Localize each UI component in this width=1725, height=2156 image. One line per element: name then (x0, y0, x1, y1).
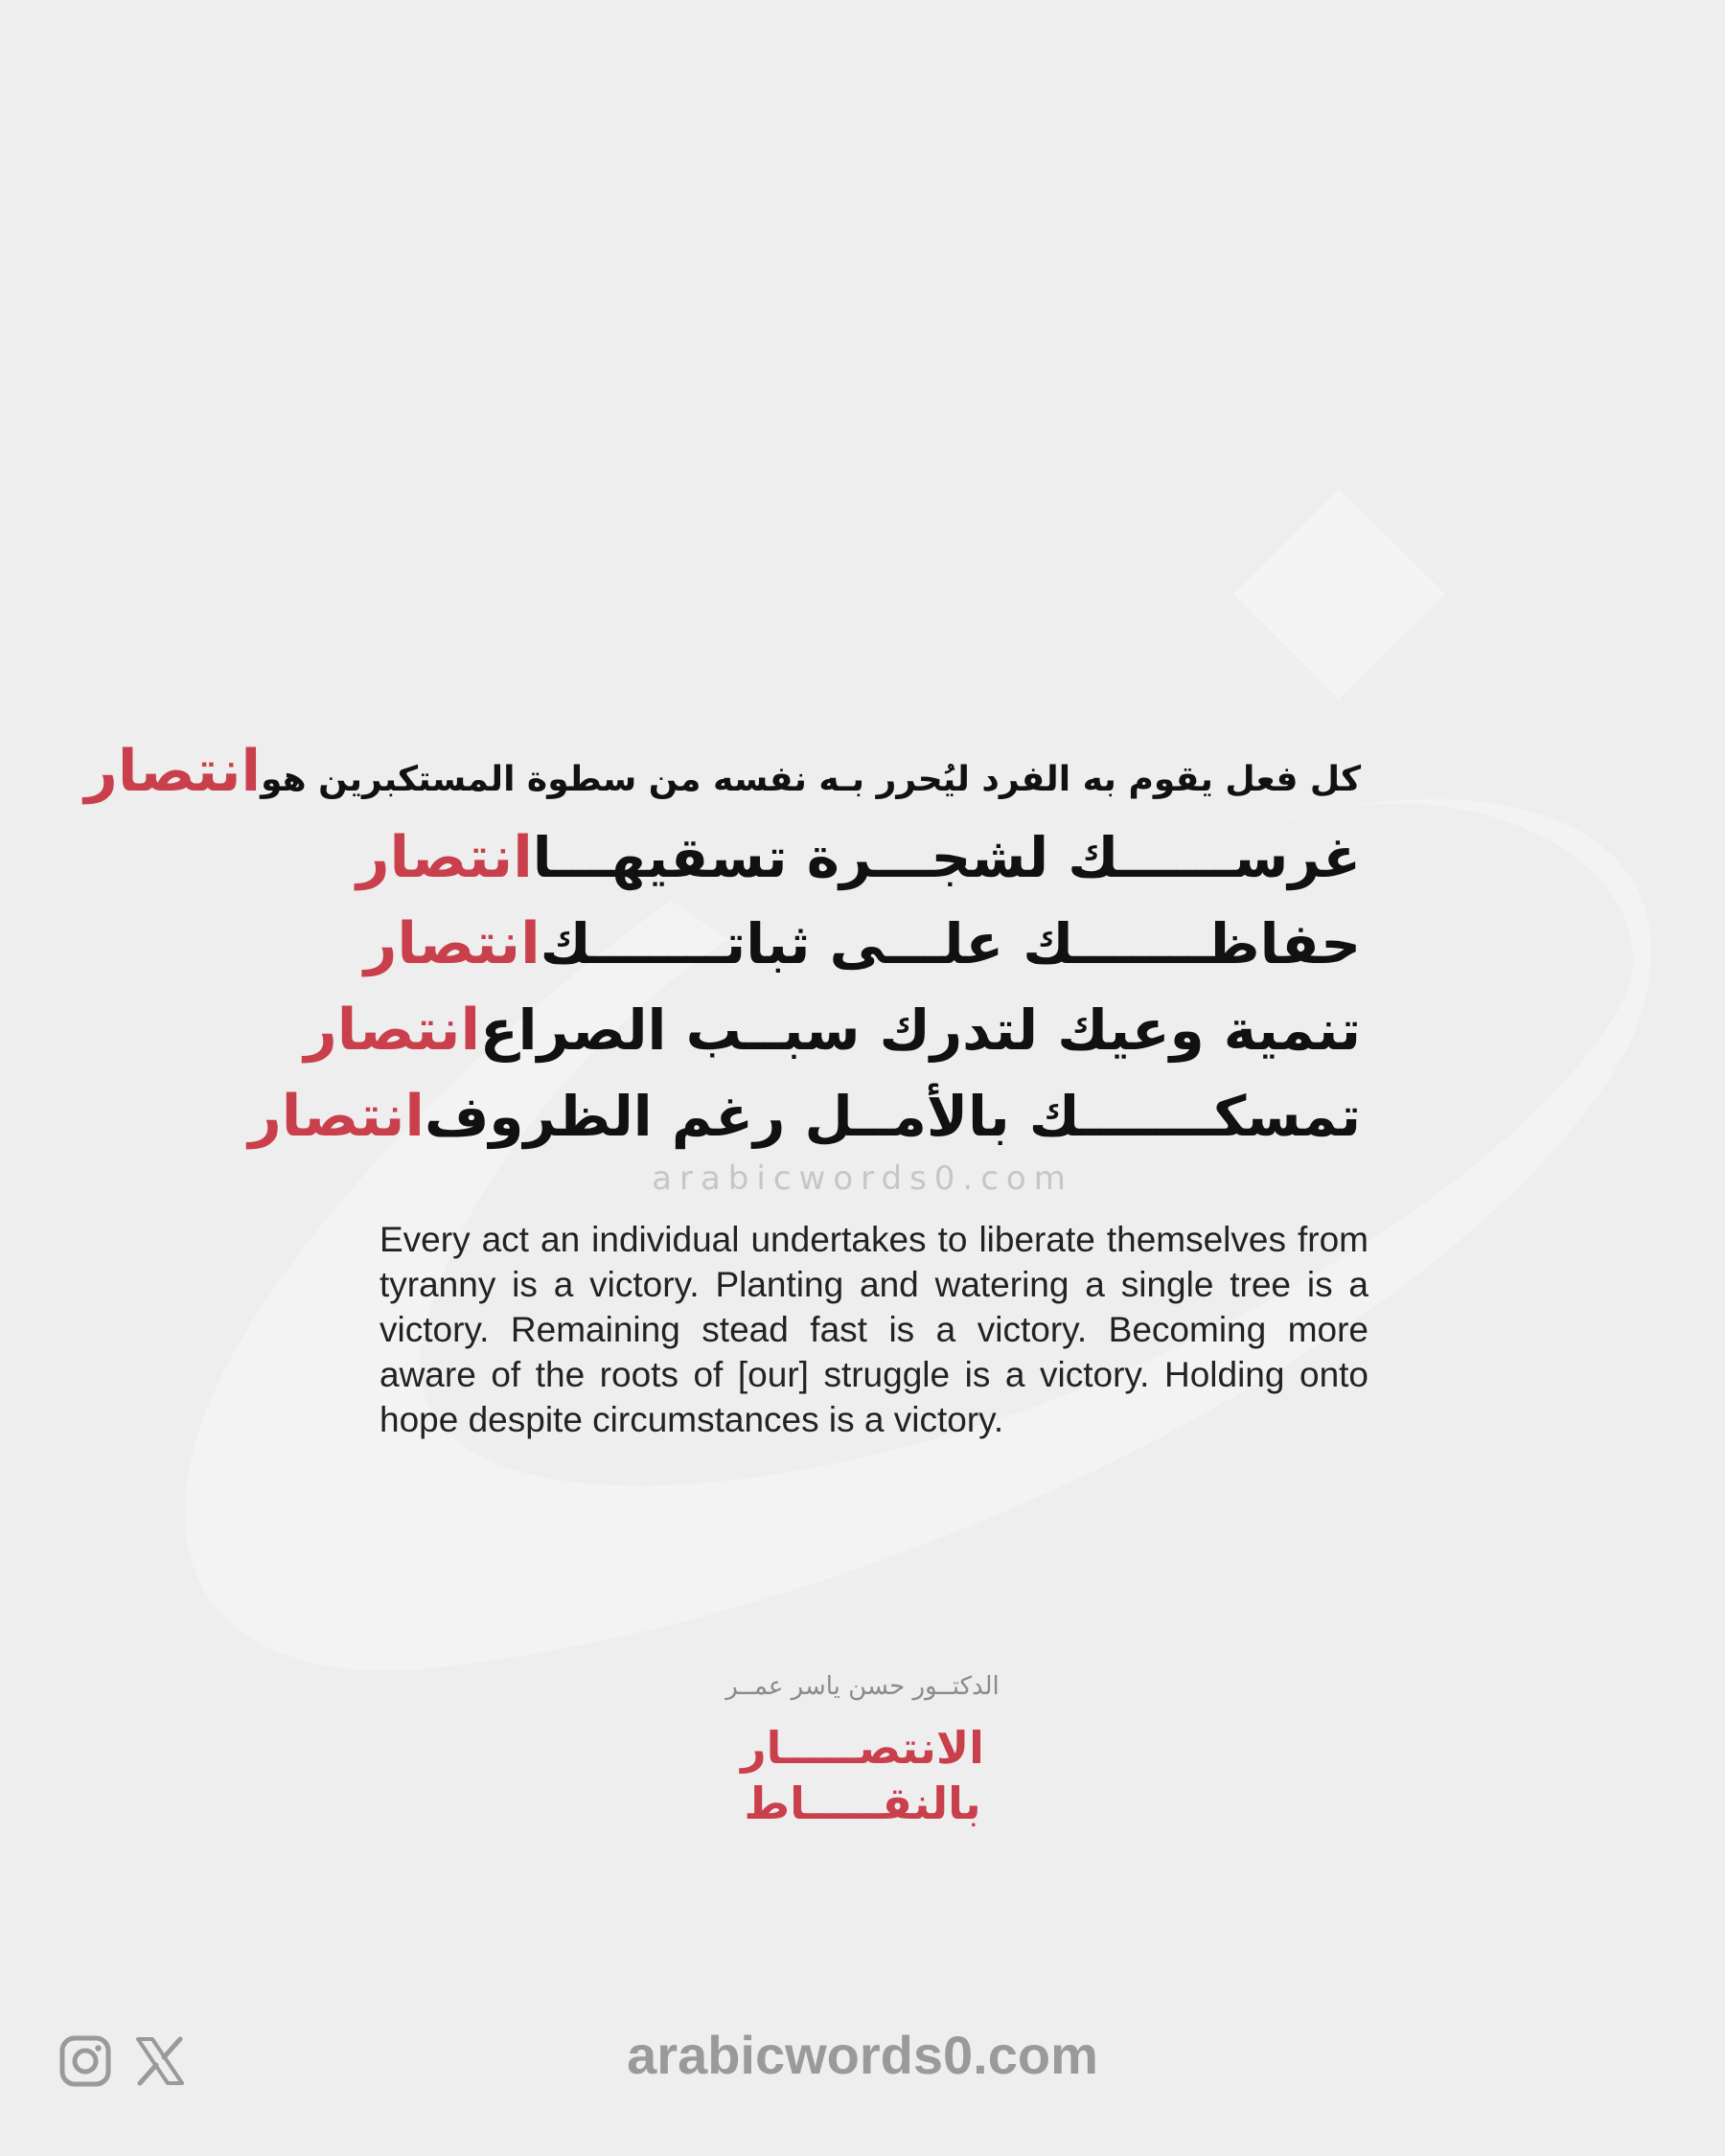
poem-line-text: كل فعل يقوم به الفرد ليُحرر بـه نفسه من سطوة المستكبرين هو (261, 760, 1361, 799)
book-title (0, 1720, 1725, 1831)
poem-line-text: تنمية وعيك لتدرك سبــب الصراع (480, 998, 1361, 1063)
poem-line-3 (364, 901, 1361, 987)
book-title-line-2: بالنقـــــاط (744, 1778, 981, 1829)
victory-word: انتصار (363, 910, 540, 977)
book-title-line-1: الانتصـــــار (741, 1722, 984, 1774)
diamond-shape (1233, 489, 1445, 700)
poem-line-text: حفاظـــــــك علـــى ثباتـــــــك (540, 911, 1361, 976)
victory-word: انتصار (248, 1083, 425, 1150)
footer-website[interactable]: arabicwords0.com (627, 2025, 1098, 2085)
victory-word: انتصار (356, 824, 533, 891)
victory-word: انتصار (304, 997, 481, 1064)
poem-line-5 (248, 1073, 1361, 1159)
poem-line-text: غرســــــك لشجـــرة تسقيهـــا (532, 825, 1361, 890)
poem (84, 728, 1361, 1159)
poem-line-2 (356, 814, 1361, 901)
author-name: الدكتــور حسن ياسر عمــر (725, 1672, 1000, 1701)
victory-word: انتصار (84, 738, 262, 805)
poem-line-4 (304, 987, 1361, 1073)
watermark-text: arabicwords0.com (652, 1159, 1073, 1198)
poem-line-text: تمسكـــــــك بالأمــل رغم الظروف (425, 1084, 1361, 1149)
poem-line-1 (84, 728, 1361, 814)
english-translation: Every act an individual undertakes to liberate themselves from tyranny is a victory. Planting and watering a single tree is a victory. Remaining stead fast is a victory. Becoming more aware of the roots of [our] struggle is a victory. Holding onto hope despite circumstances is a victory. (380, 1220, 1368, 1439)
